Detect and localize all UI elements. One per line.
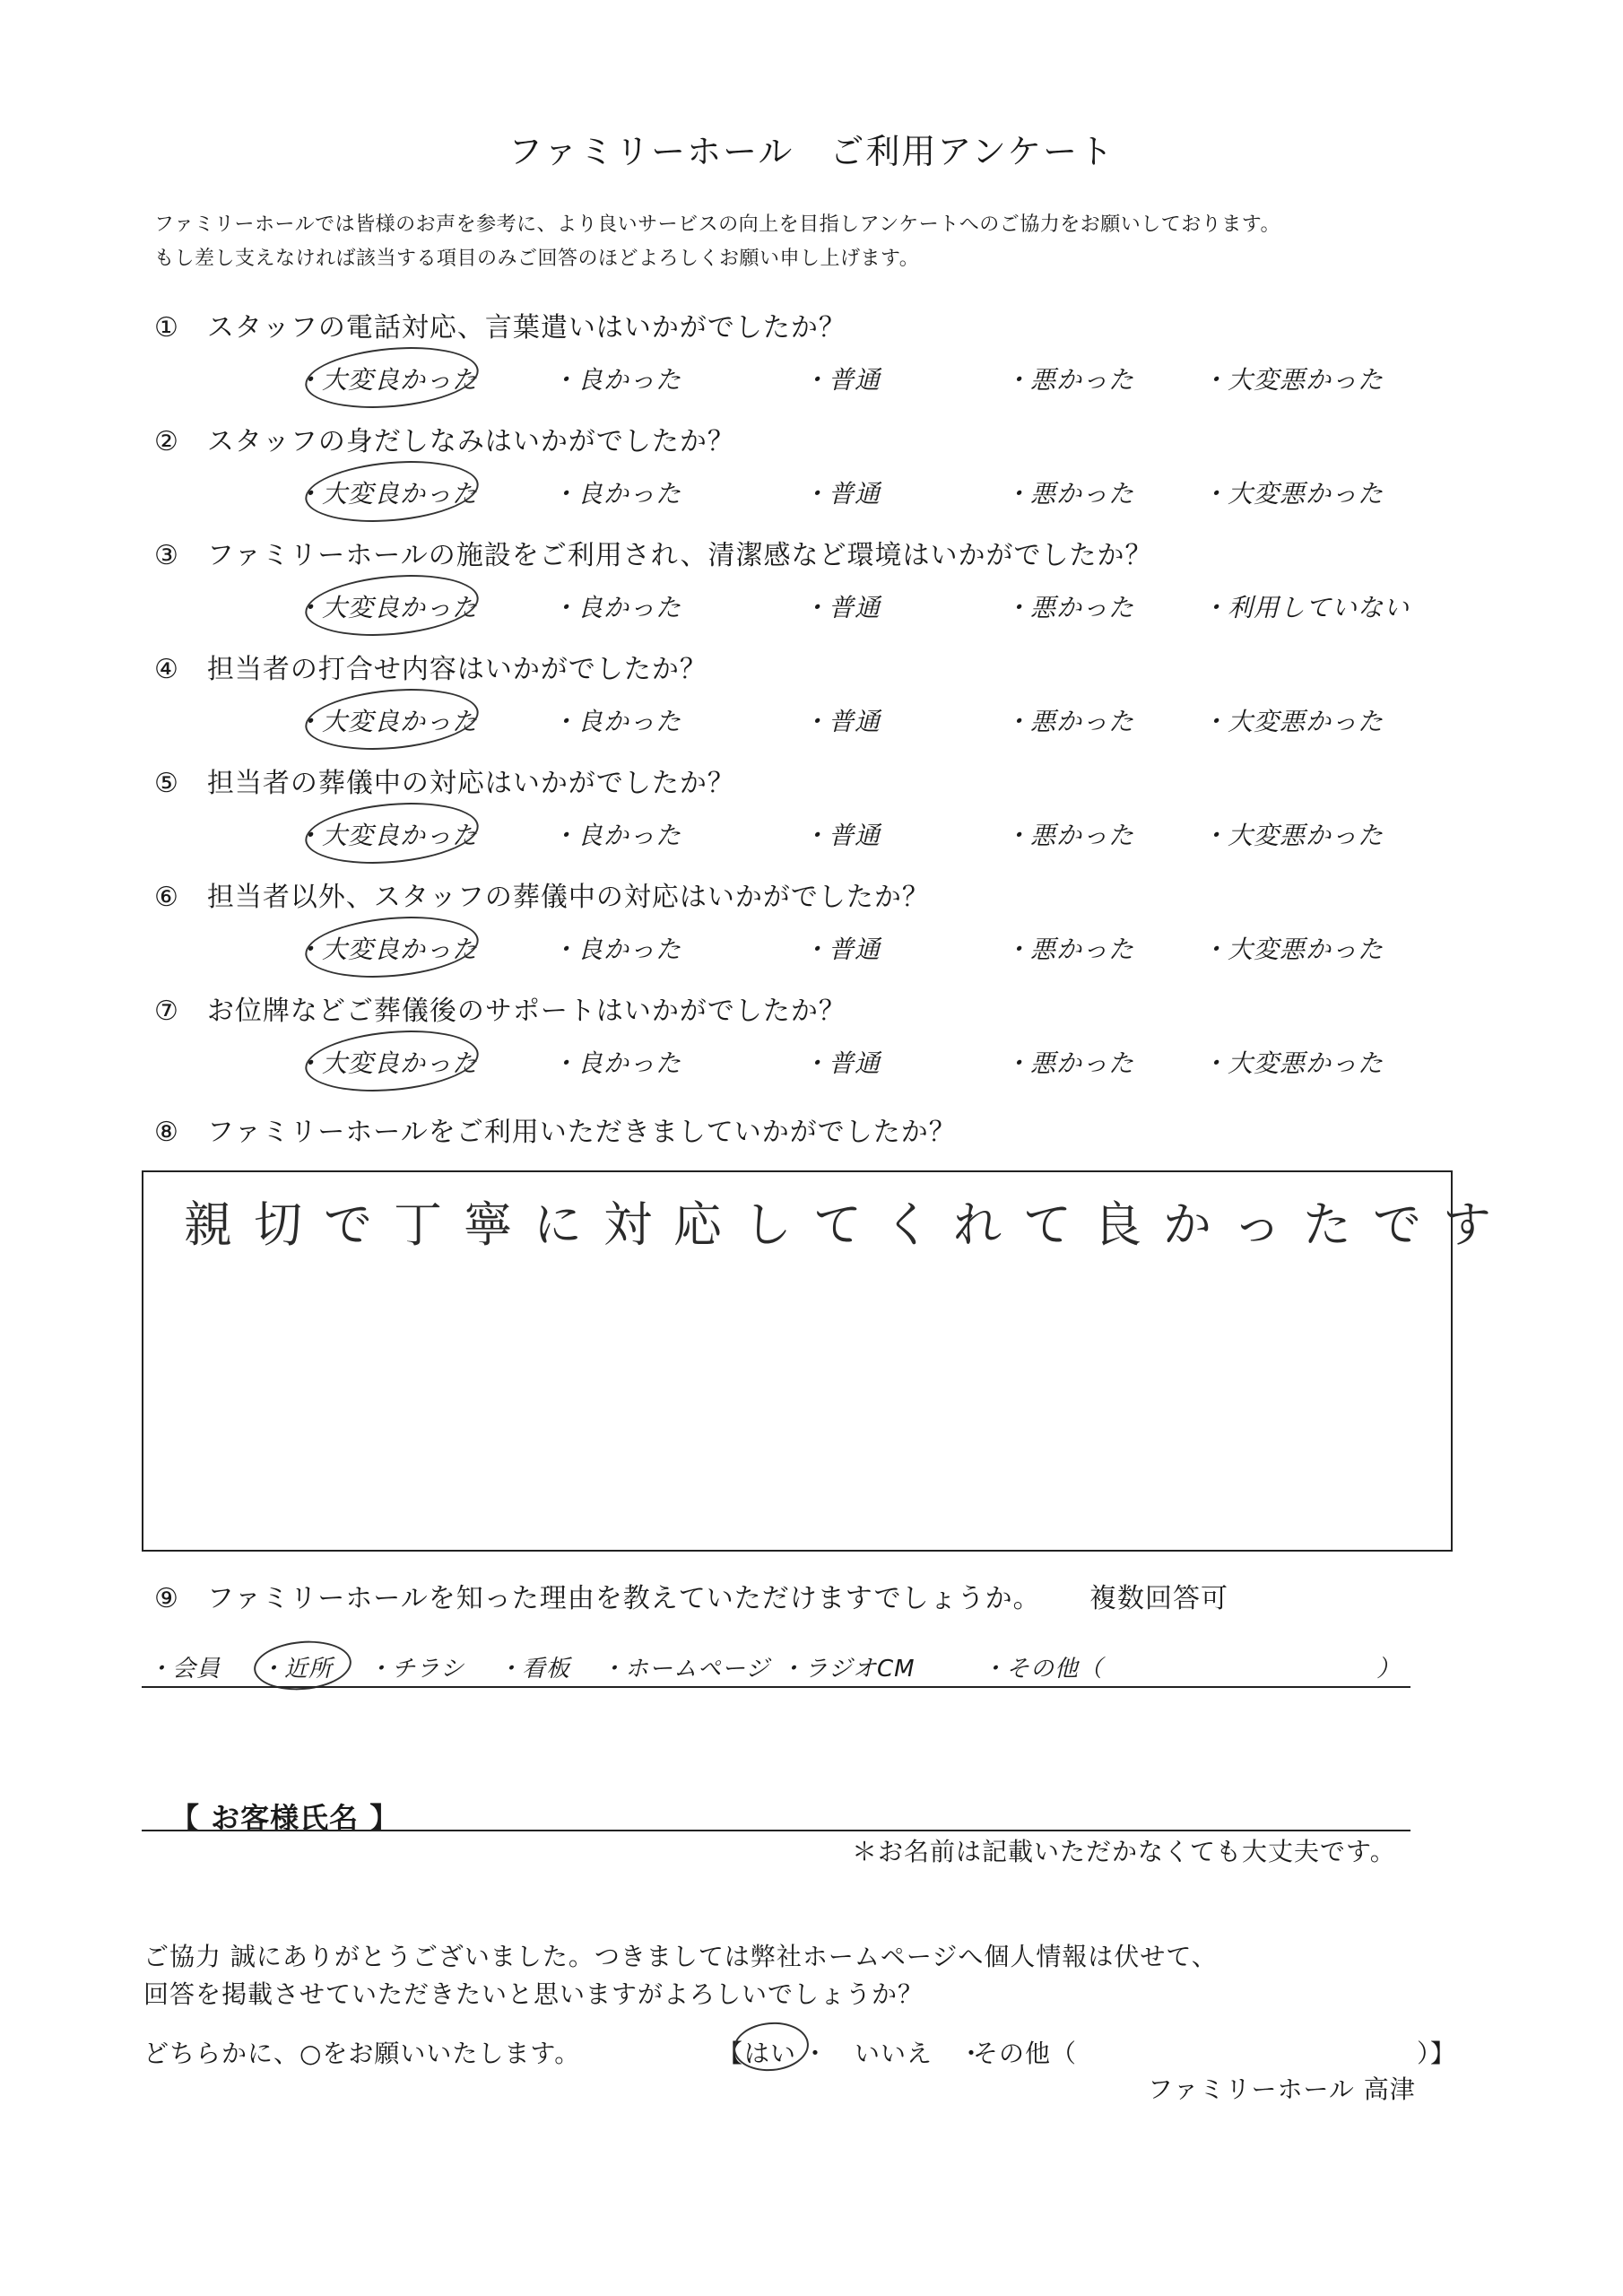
q9-option-1[interactable]: ・会員 (148, 1656, 221, 1683)
q9-underline (142, 1686, 1410, 1688)
consent-option-1[interactable]: はい (744, 2039, 797, 2068)
question-3-option-5[interactable]: ・利用していない (1202, 593, 1410, 622)
question-5-label: ⑤ 担当者の葬儀中の対応はいかがでしたか？ (154, 768, 735, 799)
question-1-option-4[interactable]: ・悪かった (1004, 365, 1135, 395)
question-6-option-2[interactable]: ・良かった (551, 935, 682, 964)
question-6-label: ⑥ 担当者以外、スタッフの葬儀中の対応はいかがでしたか？ (154, 882, 930, 913)
question-5-option-3[interactable]: ・普通 (803, 821, 881, 850)
question-7-option-2[interactable]: ・良かった (551, 1048, 682, 1078)
consent-bracket-open: 【 (717, 2039, 744, 2068)
intro-line-1: ファミリーホールでは皆様のお声を参考に、より良いサービスの向上を目指しアンケートへのご協力をお願いしております。 (154, 213, 1281, 236)
question-1-selection-circle (302, 341, 481, 415)
question-7-selection-circle (302, 1024, 481, 1099)
question-7-option-4[interactable]: ・悪かった (1004, 1048, 1135, 1078)
question-1-option-1[interactable]: ・大変良かった (296, 365, 479, 395)
question-2-label: ② スタッフの身だしなみはいかがでしたか？ (154, 426, 735, 457)
closing-line-2: 回答を掲載させていただきたいと思いますがよろしいでしょうか？ (143, 1979, 924, 2009)
consent-prompt: どちらかに、○をお願いいたします。 (143, 2039, 581, 2068)
question-1-label: ① スタッフの電話対応、言葉遣いはいかがでしたか？ (154, 312, 846, 344)
question-3-option-4[interactable]: ・悪かった (1004, 593, 1135, 622)
q9-option-5[interactable]: ・ホームページ (601, 1656, 770, 1683)
question-7-option-3[interactable]: ・普通 (803, 1048, 881, 1078)
q9-note: 複数回答可 (1089, 1583, 1228, 1614)
footer-signature: ファミリーホール 高津 (1148, 2074, 1416, 2104)
closing-line-1: ご協力 誠にありがとうございました。つきましては弊社ホームページへ個人情報は伏せて、 (143, 1942, 1218, 1971)
question-4-selection-circle (302, 683, 481, 757)
question-5-option-5[interactable]: ・大変悪かった (1202, 821, 1384, 850)
question-4-option-3[interactable]: ・普通 (803, 707, 881, 736)
question-6-option-5[interactable]: ・大変悪かった (1202, 935, 1384, 964)
consent-option-2[interactable]: ・ いいえ ・ (803, 2039, 985, 2068)
question-3-option-1[interactable]: ・大変良かった (296, 593, 479, 622)
question-2-selection-circle (302, 455, 481, 529)
question-7-option-5[interactable]: ・大変悪かった (1202, 1048, 1384, 1078)
consent-option-4: ）】 (1417, 2039, 1457, 2068)
q9-option-3[interactable]: ・チラシ (368, 1656, 465, 1683)
question-4-option-5[interactable]: ・大変悪かった (1202, 707, 1384, 736)
question-6-selection-circle (302, 910, 481, 985)
question-4-option-2[interactable]: ・良かった (551, 707, 682, 736)
question-2-option-1[interactable]: ・大変良かった (296, 479, 479, 509)
question-4-label: ④ 担当者の打合せ内容はいかがでしたか？ (154, 654, 707, 685)
question-2-option-4[interactable]: ・悪かった (1004, 479, 1135, 509)
q9-label: ⑨ ファミリーホールを知った理由を教えていただけますでしょうか。 (154, 1583, 1041, 1614)
question-2-option-5[interactable]: ・大変悪かった (1202, 479, 1384, 509)
q8-handwritten-answer: 親切で丁寧に対応してくれて良かったです (184, 1196, 1513, 1253)
customer-name-heading: 【 お客様氏名 】 (170, 1801, 400, 1835)
q9-option-8: ） (1376, 1656, 1402, 1683)
question-5-option-4[interactable]: ・悪かった (1004, 821, 1135, 850)
question-3-selection-circle (302, 569, 481, 643)
question-7-label: ⑦ お位牌などご葬儀後のサポートはいかがでしたか？ (154, 996, 846, 1027)
question-1-option-2[interactable]: ・良かった (551, 365, 682, 395)
q9-option-4[interactable]: ・看板 (498, 1656, 571, 1683)
question-3-option-3[interactable]: ・普通 (803, 593, 881, 622)
customer-name-line[interactable] (142, 1830, 1410, 1831)
q9-option-2[interactable]: ・近所 (260, 1656, 334, 1683)
survey-title: ファミリーホール ご利用アンケート (508, 132, 1115, 171)
intro-line-2: もし差し支えなければ該当する項目のみご回答のほどよろしくお願い申し上げます。 (154, 248, 920, 270)
customer-name-note: ＊お名前は記載いただかなくても大丈夫です。 (852, 1837, 1396, 1866)
question-6-option-4[interactable]: ・悪かった (1004, 935, 1135, 964)
question-1-option-3[interactable]: ・普通 (803, 365, 881, 395)
question-6-option-3[interactable]: ・普通 (803, 935, 881, 964)
question-2-option-2[interactable]: ・良かった (551, 479, 682, 509)
q8-label: ⑧ ファミリーホールをご利用いただきましていかがでしたか？ (154, 1117, 957, 1148)
question-5-option-2[interactable]: ・良かった (551, 821, 682, 850)
consent-option-3[interactable]: その他（ (973, 2039, 1078, 2068)
question-4-option-1[interactable]: ・大変良かった (296, 707, 479, 736)
question-1-option-5[interactable]: ・大変悪かった (1202, 365, 1384, 395)
question-3-option-2[interactable]: ・良かった (551, 593, 682, 622)
question-5-selection-circle (302, 796, 481, 871)
question-4-option-4[interactable]: ・悪かった (1004, 707, 1135, 736)
question-6-option-1[interactable]: ・大変良かった (296, 935, 479, 964)
question-5-option-1[interactable]: ・大変良かった (296, 821, 479, 850)
question-2-option-3[interactable]: ・普通 (803, 479, 881, 509)
question-3-label: ③ ファミリーホールの施設をご利用され、清潔感など環境はいかがでしたか？ (154, 540, 1153, 571)
q9-option-6[interactable]: ・ラジオCM (780, 1656, 916, 1683)
q9-option-7[interactable]: ・その他（ (982, 1656, 1104, 1683)
question-7-option-1[interactable]: ・大変良かった (296, 1048, 479, 1078)
